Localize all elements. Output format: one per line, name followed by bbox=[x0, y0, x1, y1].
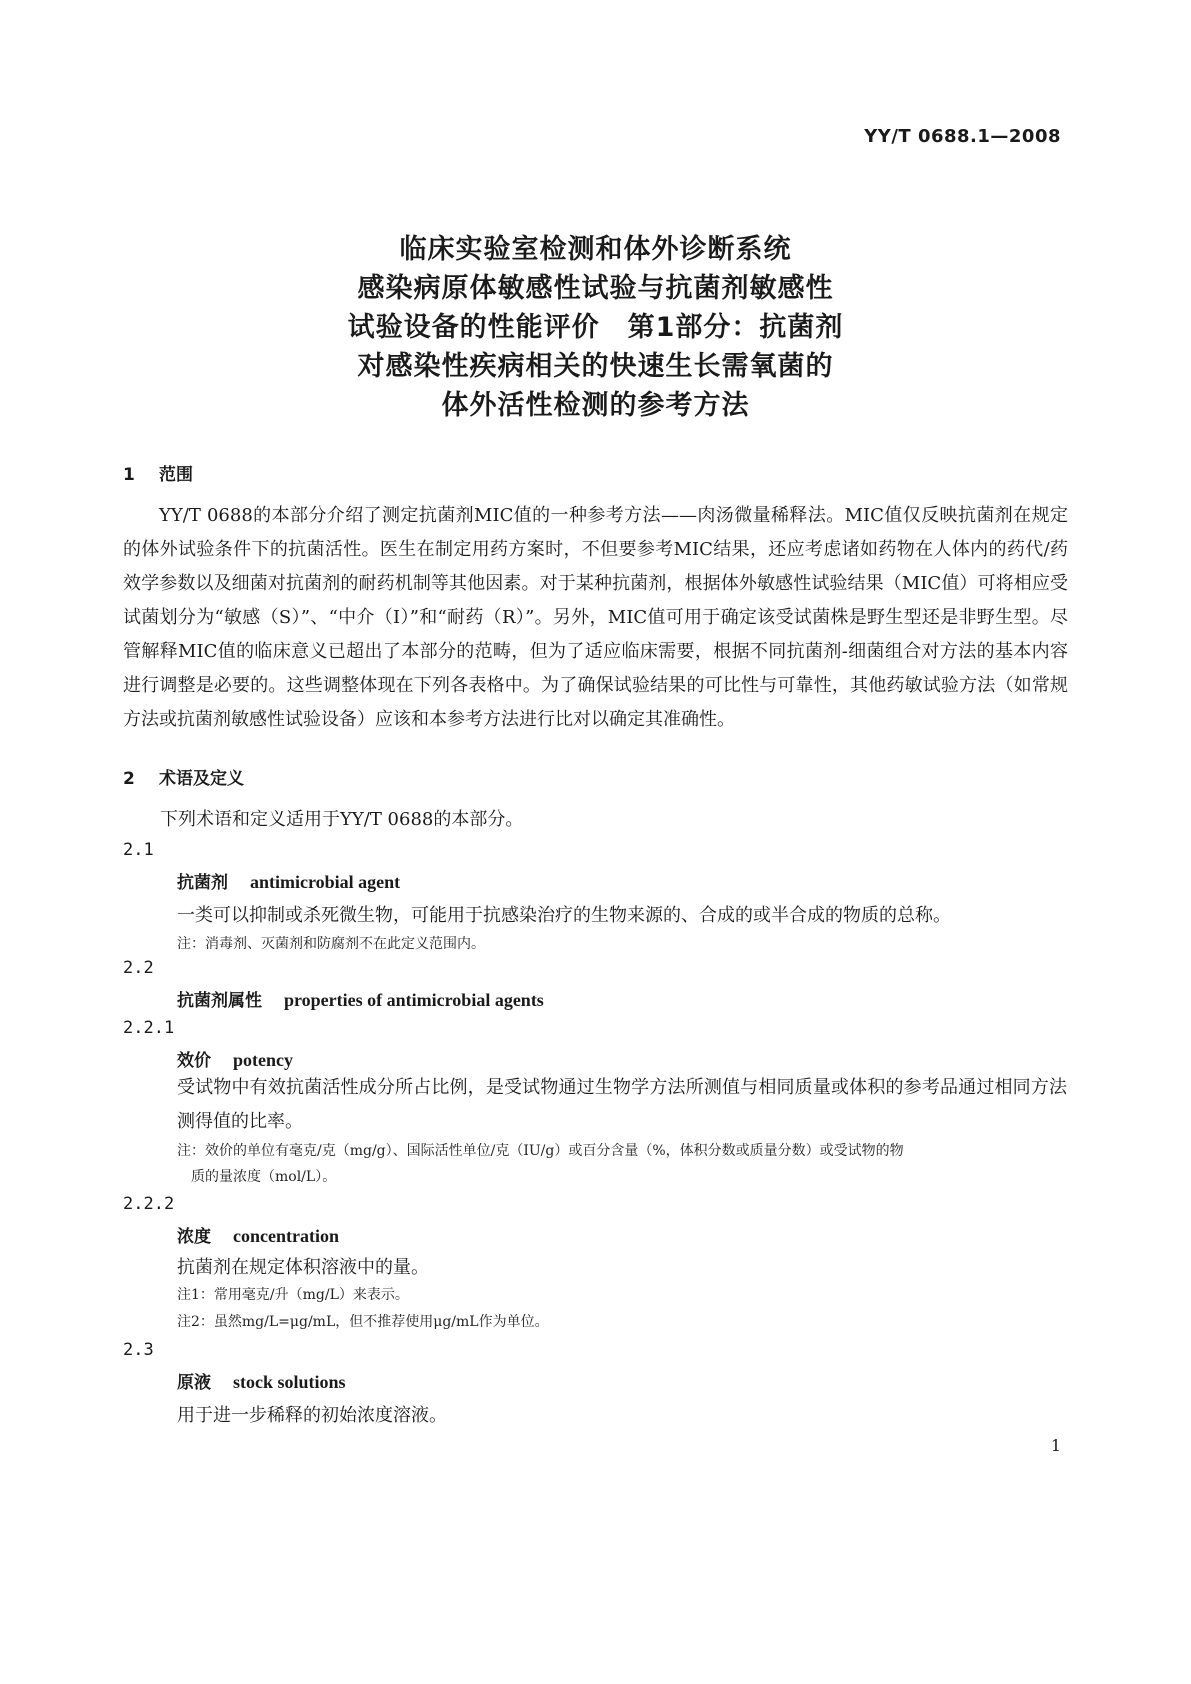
page-number: 1 bbox=[1050, 1436, 1061, 1455]
title-line: 体外活性检测的参考方法 bbox=[441, 390, 750, 421]
clause-number-2-2-1: 2.2.1 bbox=[123, 1018, 175, 1038]
section-title: 术语及定义 bbox=[159, 769, 244, 789]
term-en: concentration bbox=[233, 1226, 339, 1246]
note-2-2-2-1: 注1：常用毫克/升（mg/L）来表示。 bbox=[177, 1287, 409, 1303]
note-2-2-1-line1: 注：效价的单位有毫克/克（mg/g）、国际活性单位/克（IU/g）或百分含量（%，体积分数或质量分数）或受试物的物 bbox=[177, 1143, 904, 1159]
clause-number-2-2: 2.2 bbox=[123, 958, 154, 978]
title-line: 感染病原体敏感性试验与抗菌剂敏感性 bbox=[357, 273, 834, 304]
definition-2-1: 一类可以抑制或杀死微生物，可能用于抗感染治疗的生物来源的、合成的或半合成的物质的总称。 bbox=[177, 905, 951, 926]
clause-number-2-1: 2.1 bbox=[123, 840, 154, 860]
term-zh: 原液 bbox=[177, 1373, 211, 1393]
term-zh: 抗菌剂属性 bbox=[177, 991, 262, 1011]
clause-number-2-2-2: 2.2.2 bbox=[123, 1194, 175, 1214]
term-en: stock solutions bbox=[233, 1372, 346, 1392]
title-line: 临床实验室检测和体外诊断系统 bbox=[399, 234, 792, 265]
note-2-1: 注：消毒剂、灭菌剂和防腐剂不在此定义范围内。 bbox=[177, 936, 485, 952]
section-number: 2 bbox=[123, 769, 135, 789]
note-2-2-2-2: 注2：虽然mg/L=μg/mL，但不推荐使用μg/mL作为单位。 bbox=[177, 1314, 549, 1330]
note-2-2-1-line2: 质的量浓度（mol/L）。 bbox=[191, 1169, 337, 1185]
definition-2-3: 用于进一步稀释的初始浓度溶液。 bbox=[177, 1405, 447, 1426]
section-title: 范围 bbox=[159, 465, 193, 485]
scope-paragraph: YY/T 0688的本部分介绍了测定抗菌剂MIC值的一种参考方法——肉汤微量稀释法。MIC值仅反映抗菌剂在规定的体外试验条件下的抗菌活性。医生在制定用药方案时，不但要参考MIC结果，还应考虑诸如药物在人体内的药代/药效学参数以及细菌对抗菌剂的耐药机制等其他因素。对于某种抗菌剂，根据体外敏感性试验结果（MIC值）可将相应受试菌划分为“敏感（S）”、“中介（I）”和“耐药（R）”。另外，MIC值可用于确定该受试菌株是野生型还是非野生型。尽管解释MIC值的临床意义已超出了本部分的范畴，但为了适应临床需要，根据不同抗菌剂-细菌组合对方法的基本内容进行调整是必要的。这些调整体现在下列各表格中。为了确保试验结果的可比性与可靠性，其他药敏试验方法（如常规方法或抗菌剂敏感性试验设备）应该和本参考方法进行比对以确定其准确性。 bbox=[123, 505, 1068, 730]
title-line: 对感染性疾病相关的快速生长需氧菌的 bbox=[357, 351, 834, 382]
section-number: 1 bbox=[123, 465, 135, 485]
term-2-1 bbox=[177, 868, 400, 893]
term-zh: 抗菌剂 bbox=[177, 873, 228, 893]
term-zh: 浓度 bbox=[177, 1227, 211, 1247]
title-line: 试验设备的性能评价 第1部分：抗菌剂 bbox=[347, 312, 844, 343]
term-en: properties of antimicrobial agents bbox=[284, 990, 544, 1010]
term-en: potency bbox=[233, 1050, 293, 1070]
section-2-heading bbox=[123, 764, 244, 789]
section-2-intro: 下列术语和定义适用于YY/T 0688的本部分。 bbox=[160, 809, 524, 830]
term-2-2-2 bbox=[177, 1222, 339, 1247]
term-2-3 bbox=[177, 1368, 346, 1393]
standard-code: YY/T 0688.1—2008 bbox=[864, 126, 1061, 147]
definition-2-2-2: 抗菌剂在规定体积溶液中的量。 bbox=[177, 1257, 429, 1278]
term-2-2 bbox=[177, 986, 544, 1011]
clause-number-2-3: 2.3 bbox=[123, 1340, 154, 1360]
term-2-2-1 bbox=[177, 1046, 293, 1071]
document-title bbox=[0, 230, 1191, 425]
definition-2-2-1: 受试物中有效抗菌活性成分所占比例，是受试物通过生物学方法所测值与相同质量或体积的参考品通过相同方法测得值的比率。 bbox=[177, 1077, 1067, 1132]
term-en: antimicrobial agent bbox=[250, 872, 401, 892]
section-1-heading bbox=[123, 460, 193, 485]
term-zh: 效价 bbox=[177, 1051, 211, 1071]
